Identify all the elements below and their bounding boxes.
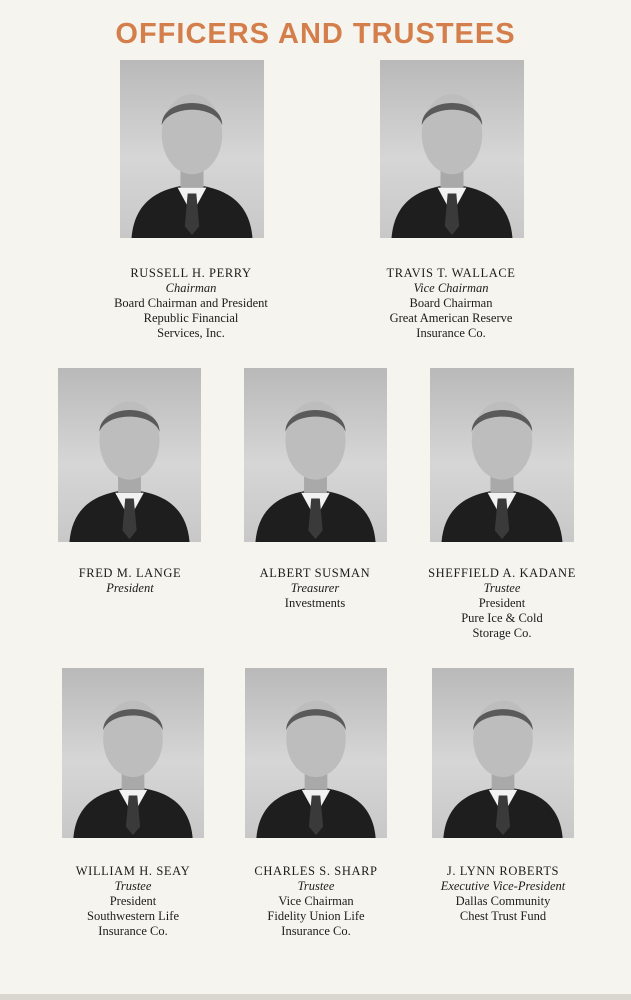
portrait-silhouette xyxy=(245,668,387,838)
portrait-photo xyxy=(430,368,574,542)
person-name: CHARLES S. SHARP xyxy=(254,864,378,878)
person-caption xyxy=(216,864,416,939)
portrait-silhouette xyxy=(62,668,204,838)
person-role: Vice Chairman xyxy=(413,281,489,295)
person-affiliation-line: Board Chairman xyxy=(409,296,493,310)
portrait-photo xyxy=(432,668,574,838)
person-affiliation-line: Chest Trust Fund xyxy=(459,909,547,923)
person-name: WILLIAM H. SEAY xyxy=(75,864,191,878)
person-affiliation-line: President xyxy=(478,596,526,610)
person-caption xyxy=(30,566,230,596)
person-role: Chairman xyxy=(165,281,217,295)
portrait-photo xyxy=(244,368,387,542)
portrait-silhouette xyxy=(58,368,201,542)
person-caption xyxy=(403,864,603,924)
person-affiliation-line: Services, Inc. xyxy=(157,326,225,340)
person-affiliation-line: Insurance Co. xyxy=(281,924,351,938)
person-name: SHEFFIELD A. KADANE xyxy=(428,566,576,580)
person-affiliation-line: Insurance Co. xyxy=(98,924,168,938)
portrait-photo xyxy=(62,668,204,838)
portrait-photo xyxy=(120,60,264,238)
person-affiliation-line: Southwestern Life xyxy=(87,909,179,923)
person-role: Trustee xyxy=(483,581,521,595)
person-affiliation-line: Pure Ice & Cold xyxy=(461,611,543,625)
person-caption xyxy=(402,566,602,641)
person-role: Executive Vice-President xyxy=(440,879,566,893)
portrait-photo xyxy=(245,668,387,838)
person-role: Trustee xyxy=(114,879,152,893)
person-name: TRAVIS T. WALLACE xyxy=(386,266,516,280)
person-affiliation-line: Board Chairman and President xyxy=(114,296,268,310)
person-name: RUSSELL H. PERRY xyxy=(130,266,252,280)
person-affiliation-line: Fidelity Union Life xyxy=(267,909,365,923)
person-affiliation-line: Investments xyxy=(284,596,346,610)
person-name: J. LYNN ROBERTS xyxy=(446,864,560,878)
person-affiliation-line: Insurance Co. xyxy=(416,326,486,340)
portrait-silhouette xyxy=(430,368,574,542)
person-affiliation-line: Dallas Community xyxy=(455,894,551,908)
portrait-silhouette xyxy=(432,668,574,838)
portrait-photo xyxy=(58,368,201,542)
portrait-silhouette xyxy=(120,60,264,238)
person-affiliation-line: Republic Financial xyxy=(143,311,239,325)
person-name: ALBERT SUSMAN xyxy=(259,566,371,580)
page-title: OFFICERS AND TRUSTEES xyxy=(115,18,516,50)
person-affiliation-line: Storage Co. xyxy=(472,626,532,640)
person-caption xyxy=(351,266,551,341)
portrait-silhouette xyxy=(380,60,524,238)
portrait-photo xyxy=(380,60,524,238)
portrait-silhouette xyxy=(244,368,387,542)
person-role: Treasurer xyxy=(290,581,340,595)
person-affiliation-line: Vice Chairman xyxy=(278,894,354,908)
person-name: FRED M. LANGE xyxy=(78,566,182,580)
person-caption xyxy=(215,566,415,611)
person-role: Trustee xyxy=(297,879,335,893)
person-caption xyxy=(33,864,233,939)
person-caption xyxy=(91,266,291,341)
person-affiliation-line: Great American Reserve xyxy=(389,311,513,325)
person-affiliation-line: President xyxy=(109,894,157,908)
page-bottom-edge xyxy=(0,994,631,1000)
person-role: President xyxy=(106,581,154,595)
